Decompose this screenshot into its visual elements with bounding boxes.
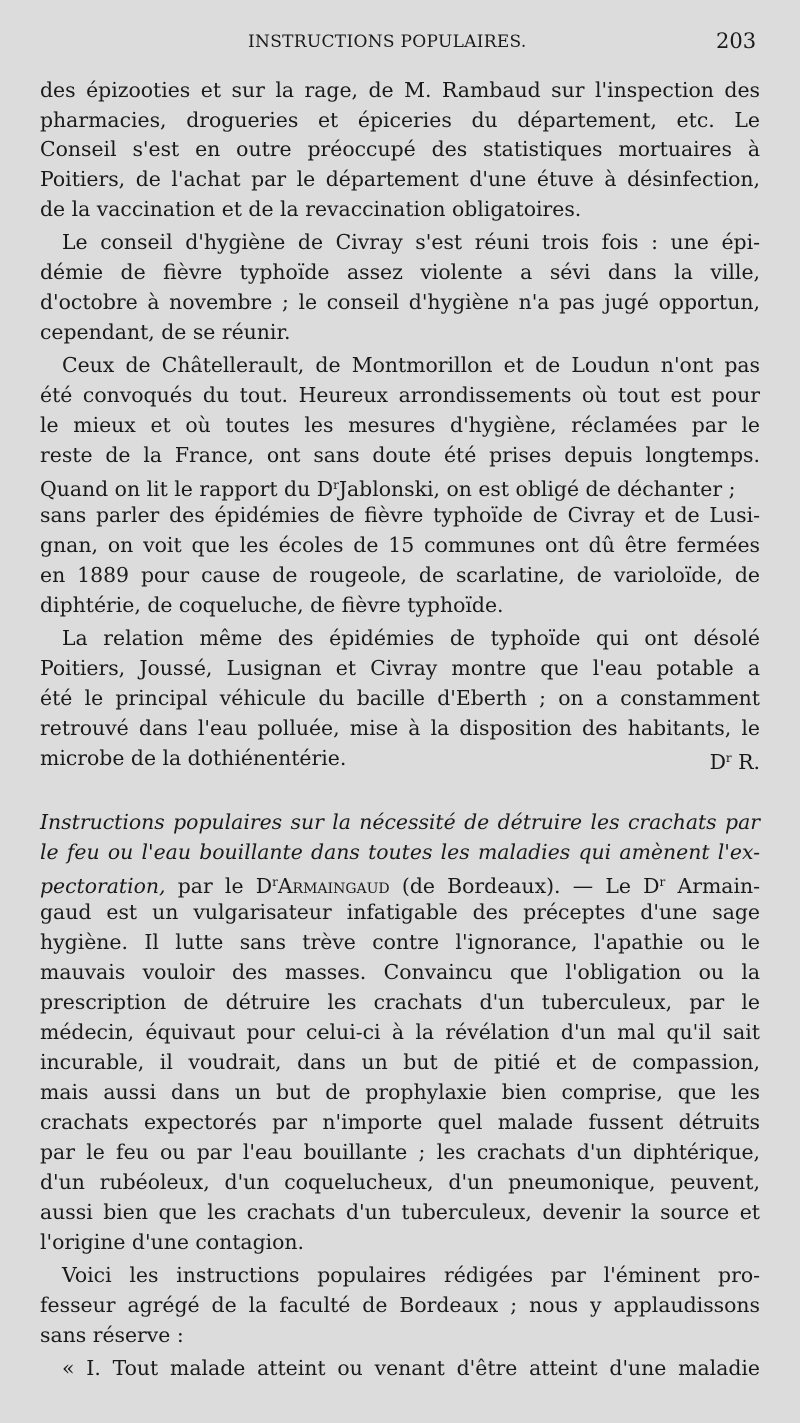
text-line xyxy=(40,744,760,773)
text-line: par le feu ou par l'eau bouillante ; les crachats d'un diphtérique, xyxy=(40,1140,760,1164)
text-line: Poitiers, de l'achat par le département d'une étuve à désinfection, xyxy=(40,167,760,191)
text-line: des épizooties et sur la rage, de M. Rambaud sur l'inspection des xyxy=(40,78,760,102)
text-line: « I. Tout malade atteint ou venant d'être atteint d'une maladie xyxy=(62,1356,760,1380)
text-line: Conseil s'est en outre préoccupé des statistiques mortuaires à xyxy=(40,137,760,161)
text-line: prescription de détruire les crachats d'un tuberculeux, par le xyxy=(40,990,760,1014)
text-line: sans réserve : xyxy=(40,1323,184,1347)
text-line: mais aussi dans un but de prophylaxie bien comprise, que les xyxy=(40,1080,760,1104)
text-line: gnan, on voit que les écoles de 15 communes ont dû être fermées xyxy=(40,533,760,557)
text-line: mauvais vouloir des masses. Convaincu que l'obligation ou la xyxy=(40,960,760,984)
text-line: Poitiers, Joussé, Lusignan et Civray montre que l'eau potable a xyxy=(40,656,760,680)
section-title-line: Instructions populaires sur la nécessité de détruire les crachats par xyxy=(40,810,760,834)
text-fragment: microbe de la dothiénentérie. xyxy=(40,746,347,770)
text-line: sans parler des épidémies de fièvre typhoïde de Civray et de Lusi- xyxy=(40,503,760,527)
text-fragment: Quand on lit le rapport du D xyxy=(40,477,334,501)
text-line: diphtérie, de coqueluche, de fièvre typhoïde. xyxy=(40,593,504,617)
text-line: crachats expectorés par n'importe quel malade fussent détruits xyxy=(40,1110,760,1134)
page-number: 203 xyxy=(716,29,757,53)
text-line: été le principal véhicule du bacille d'Eberth ; on a constamment xyxy=(40,686,760,710)
text-line: en 1889 pour cause de rougeole, de scarlatine, de varioloïde, de xyxy=(40,563,760,587)
text-line: fesseur agrégé de la faculté de Bordeaux ; nous y applaudissons xyxy=(40,1293,760,1317)
text-fragment: Jablonski, on est obligé de déchanter ; xyxy=(338,477,736,501)
text-line: médecin, équivaut pour celui-ci à la révélation d'un mal qu'il sait xyxy=(40,1020,760,1044)
text-line: cependant, de se réunir. xyxy=(40,320,291,344)
running-title: INSTRUCTIONS POPULAIRES. xyxy=(248,32,527,52)
text-line: d'un rubéoleux, d'un coquelucheux, d'un pneumonique, peuvent, xyxy=(40,1170,760,1194)
text-line: été convoqués du tout. Heureux arrondissements où tout est pour xyxy=(40,383,760,407)
text-line: retrouvé dans l'eau polluée, mise à la disposition des habitants, le xyxy=(40,716,760,740)
text-line: Voici les instructions populaires rédigées par l'éminent pro- xyxy=(62,1263,760,1287)
text-line: l'origine d'une contagion. xyxy=(40,1230,305,1254)
text-line: reste de la France, ont sans doute été prises depuis longtemps. xyxy=(40,443,760,467)
text-line: le mieux et où toutes les mesures d'hygiène, réclamées par le xyxy=(40,413,760,437)
text-line: pharmacies, drogueries et épiceries du département, etc. Le xyxy=(40,108,760,132)
running-header xyxy=(0,29,800,60)
superscript: r xyxy=(333,478,339,492)
text-line: Le conseil d'hygiène de Civray s'est réuni trois fois : une épi- xyxy=(62,230,760,254)
text-line: de la vaccination et de la revaccination obligatoires. xyxy=(40,197,582,221)
text-line: d'octobre à novembre ; le conseil d'hygiène n'a pas jugé opportun, xyxy=(40,290,760,314)
text-line: Ceux de Châtellerault, de Montmorillon et de Loudun n'ont pas xyxy=(62,353,760,377)
text-line: gaud est un vulgarisateur infatigable des préceptes d'une sage xyxy=(40,900,760,924)
text-line: incurable, il voudrait, dans un but de pitié et de compassion, xyxy=(40,1050,760,1074)
text-line: aussi bien que les crachats d'un tuberculeux, devenir la source et xyxy=(40,1200,760,1224)
author-name: Armaingaud xyxy=(277,874,390,898)
text-line: hygiène. Il lutte sans trève contre l'ignorance, l'apathie ou le xyxy=(40,930,760,954)
text-line: démie de fièvre typhoïde assez violente a sévi dans la ville, xyxy=(40,260,760,284)
text-line: pectoration, par le $D^rArmaingaud$ (de Bordeaux). — Le $D^r$ Armain- xyxy=(40,874,760,898)
signature: $D^r$ R. xyxy=(709,750,760,774)
text-line xyxy=(40,471,760,504)
section-title-line: le feu ou l'eau bouillante dans toutes les maladies qui amènent l'ex- xyxy=(40,840,760,864)
text-line: La relation même des épidémies de typhoïde qui ont désolé xyxy=(62,626,760,650)
